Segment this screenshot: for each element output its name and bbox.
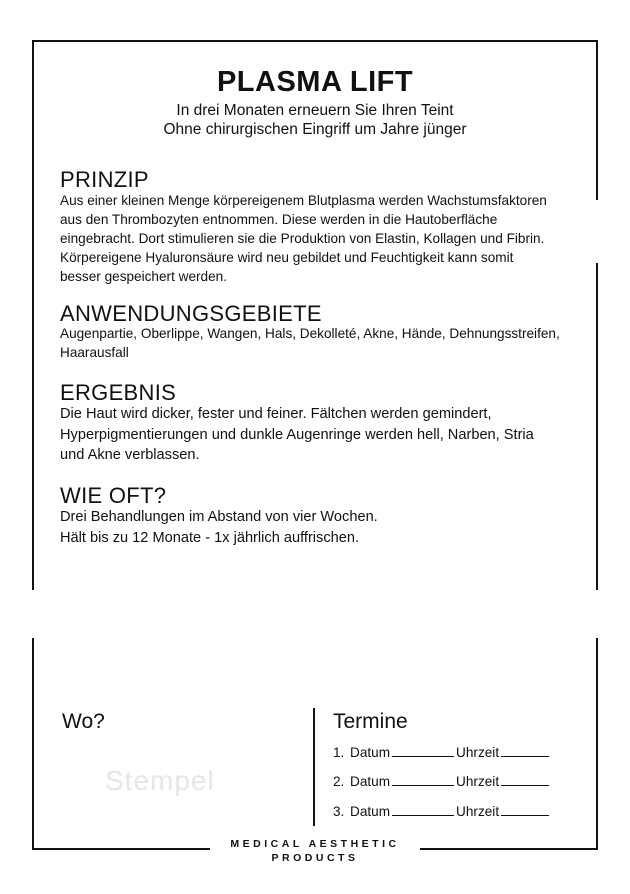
brand-line-2: PRODUCTS xyxy=(271,852,359,864)
prinzip-line: aus den Thrombozyten entnommen. Diese werden in die Hautoberfläche xyxy=(60,212,498,227)
anwendung-line: Haarausfall xyxy=(60,345,129,360)
appointment-row-3 xyxy=(333,804,551,819)
wie-oft-line: Drei Behandlungen im Abstand von vier Wochen. xyxy=(60,509,378,525)
subtitle-line-2: Ohne chirurgischen Eingriff um Jahre jünger xyxy=(163,121,467,138)
paragraph-ergebnis xyxy=(60,404,590,466)
brand-line-1: MEDICAL AESTHETIC xyxy=(230,838,400,850)
frame-top-line xyxy=(32,40,598,42)
prinzip-line: Aus einer kleinen Menge körpereigenem Blutplasma werden Wachstumsfaktoren xyxy=(60,193,547,208)
termine-label: Termine xyxy=(333,710,408,733)
paragraph-wie-oft xyxy=(60,507,590,548)
footer-divider xyxy=(313,708,315,826)
subtitle-line-1: In drei Monaten erneuern Sie Ihren Teint xyxy=(176,102,454,119)
heading-anwendungsgebiete: ANWENDUNGSGEBIETE xyxy=(60,301,322,326)
datum-label: Datum xyxy=(350,745,391,760)
appointment-number: 1. xyxy=(333,745,345,760)
ergebnis-line: Hyperpigmentierungen und dunkle Augenringe werden hell, Narben, Stria xyxy=(60,426,534,443)
uhrzeit-label: Uhrzeit xyxy=(456,745,500,760)
frame-right-line-b xyxy=(596,263,598,590)
uhrzeit-label: Uhrzeit xyxy=(456,804,500,819)
frame-right-line-bottom xyxy=(596,638,598,850)
heading-prinzip: PRINZIP xyxy=(60,167,149,192)
wo-label: Wo? xyxy=(62,710,105,733)
prinzip-line: besser gespeichert werden. xyxy=(60,269,227,284)
heading-ergebnis: ERGEBNIS xyxy=(60,380,177,405)
wie-oft-line: Hält bis zu 12 Monate - 1x jährlich auffrischen. xyxy=(60,529,360,546)
heading-wie-oft: WIE OFT? xyxy=(60,483,167,508)
uhrzeit-blank[interactable] xyxy=(501,755,549,757)
appointment-row-1 xyxy=(333,745,551,760)
datum-blank[interactable] xyxy=(392,784,454,786)
prinzip-line: eingebracht. Dort stimulieren sie die Produktion von Elastin, Kollagen und Fibrin. xyxy=(60,231,545,246)
anwendung-line: Augenpartie, Oberlippe, Wangen, Hals, Dekolleté, Akne, Hände, Dehnungsstreifen, xyxy=(60,326,560,341)
prinzip-line: Körpereigene Hyaluronsäure wird neu gebildet und Feuchtigkeit kann somit xyxy=(60,250,514,265)
datum-blank[interactable] xyxy=(392,755,454,757)
paragraph-prinzip xyxy=(60,191,590,286)
frame-left-line-bottom xyxy=(32,638,34,850)
datum-label: Datum xyxy=(350,804,391,819)
ergebnis-line: Die Haut wird dicker, fester und feiner. Fältchen werden gemindert, xyxy=(60,406,492,422)
stamp-placeholder: Stempel xyxy=(105,765,215,796)
frame-right-line-a xyxy=(596,40,598,200)
appointment-row-2 xyxy=(333,774,551,789)
appointment-number: 3. xyxy=(333,804,345,819)
uhrzeit-blank[interactable] xyxy=(501,784,549,786)
appointment-number: 2. xyxy=(333,774,345,789)
page-title: PLASMA LIFT xyxy=(216,66,414,98)
uhrzeit-blank[interactable] xyxy=(501,814,549,816)
paragraph-anwendungsgebiete xyxy=(60,324,590,362)
ergebnis-line: und Akne verblassen. xyxy=(60,447,200,463)
uhrzeit-label: Uhrzeit xyxy=(456,774,500,789)
datum-label: Datum xyxy=(350,774,391,789)
datum-blank[interactable] xyxy=(392,814,454,816)
